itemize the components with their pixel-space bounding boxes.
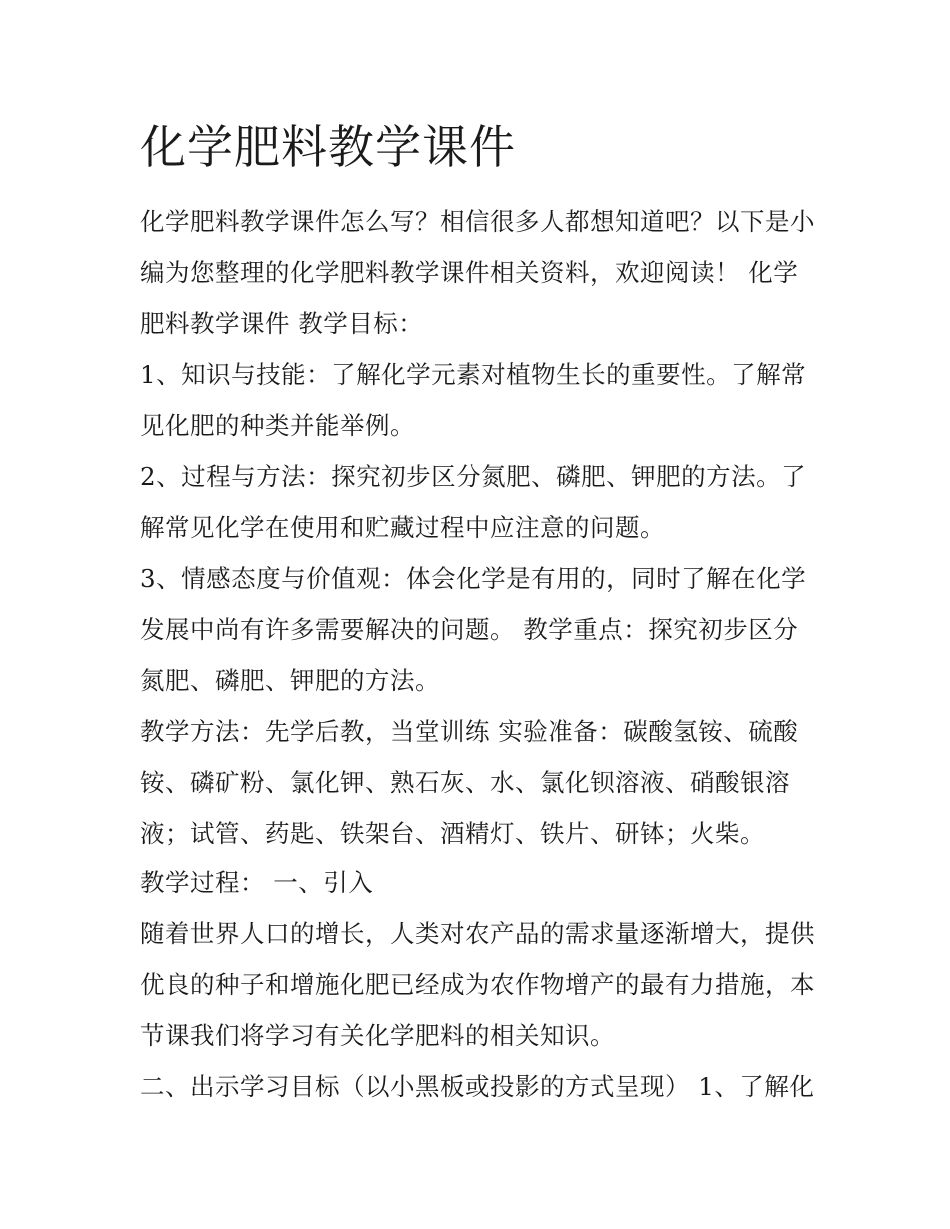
text-line: 化学肥料教学课件怎么写？相信很多人都想知道吧？以下是小 [140, 207, 815, 236]
text-line: 随着世界人口的增长，人类对农产品的需求量逐渐增大，提供 [140, 919, 815, 948]
text-line: 发展中尚有许多需要解决的问题。 教学重点：探究初步区分 [140, 615, 799, 644]
text-line: 氮肥、磷肥、钾肥的方法。 [140, 666, 440, 695]
text-line: 铵、磷矿粉、氯化钾、熟石灰、水、氯化钡溶液、硝酸银溶 [140, 768, 790, 797]
text-line: 优良的种子和增施化肥已经成为农作物增产的最有力措施，本 [140, 970, 815, 999]
text-line: 见化肥的种类并能举例。 [140, 411, 415, 440]
document-title: 化学肥料教学课件 [140, 120, 516, 174]
text-line: 3、情感态度与价值观：体会化学是有用的，同时了解在化学 [140, 564, 807, 593]
text-line: 解常见化学在使用和贮藏过程中应注意的问题。 [140, 513, 665, 542]
text-line: 2、过程与方法：探究初步区分氮肥、磷肥、钾肥的方法。了 [140, 462, 807, 491]
text-line: 1、知识与技能：了解化学元素对植物生长的重要性。了解常 [140, 360, 807, 389]
text-line: 液；试管、药匙、铁架台、酒精灯、铁片、研钵；火柴。 [140, 819, 765, 848]
text-line: 肥料教学课件 教学目标： [140, 309, 424, 338]
text-line: 编为您整理的化学肥料教学课件相关资料，欢迎阅读！ 化学 [140, 258, 799, 287]
text-line: 教学过程： 一、引入 [140, 868, 374, 897]
text-line: 节课我们将学习有关化学肥料的相关知识。 [140, 1021, 615, 1050]
text-line: 教学方法：先学后教，当堂训练 实验准备：碳酸氢铵、硫酸 [140, 717, 799, 746]
text-line: 二、出示学习目标（以小黑板或投影的方式呈现） 1、了解化 [140, 1072, 815, 1101]
